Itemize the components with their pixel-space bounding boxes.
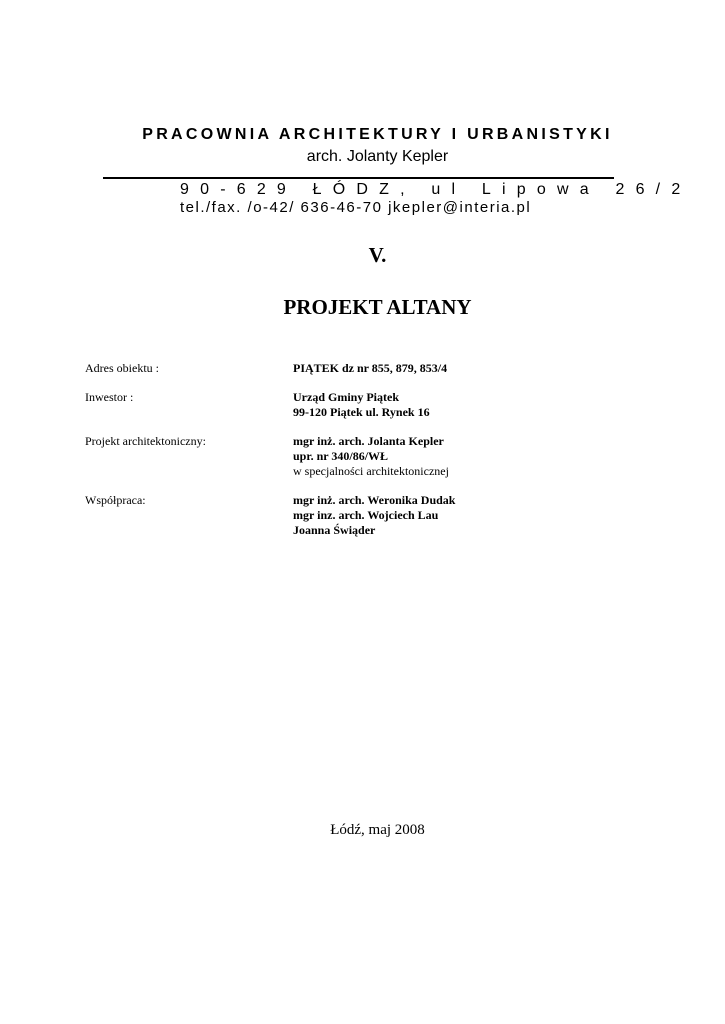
architect-specialty: w specjalności architektonicznej bbox=[293, 464, 449, 478]
architect-label: Projekt architektoniczny: bbox=[85, 434, 206, 448]
investor-address: 99-120 Piątek ul. Rynek 16 bbox=[293, 405, 430, 419]
header-divider bbox=[103, 177, 614, 179]
section-number: V. bbox=[368, 243, 387, 267]
collaborator-2: mgr inz. arch. Wojciech Lau bbox=[293, 508, 439, 522]
place-date: Łódź, maj 2008 bbox=[330, 822, 425, 838]
firm-contact: tel./fax. /o-42/ 636-46-70 jkepler@interia.pl bbox=[180, 199, 532, 216]
firm-address: 90-629 ŁÓDZ, ul Lipowa 26/2 bbox=[180, 181, 692, 198]
object-address-label: Adres obiektu : bbox=[85, 361, 159, 375]
investor-value bbox=[293, 390, 430, 420]
architect-value bbox=[293, 434, 449, 479]
collaborator-3: Joanna Świąder bbox=[293, 523, 376, 537]
collaborator-1: mgr inż. arch. Weronika Dudak bbox=[293, 493, 456, 507]
firm-name: PRACOWNIA ARCHITEKTURY I URBANISTYKI bbox=[142, 126, 613, 143]
project-title: PROJEKT ALTANY bbox=[283, 295, 472, 319]
investor-name: Urząd Gminy Piątek bbox=[293, 390, 399, 404]
object-address-value bbox=[293, 361, 447, 376]
investor-label: Inwestor : bbox=[85, 390, 134, 404]
collaboration-label: Współpraca: bbox=[85, 493, 146, 507]
object-address-text: PIĄTEK dz nr 855, 879, 853/4 bbox=[293, 361, 448, 375]
architect-name: mgr inż. arch. Jolanta Kepler bbox=[293, 434, 444, 448]
architect-license: upr. nr 340/86/WŁ bbox=[293, 449, 389, 463]
collaboration-value bbox=[293, 493, 455, 538]
firm-owner: arch. Jolanty Kepler bbox=[306, 148, 449, 165]
